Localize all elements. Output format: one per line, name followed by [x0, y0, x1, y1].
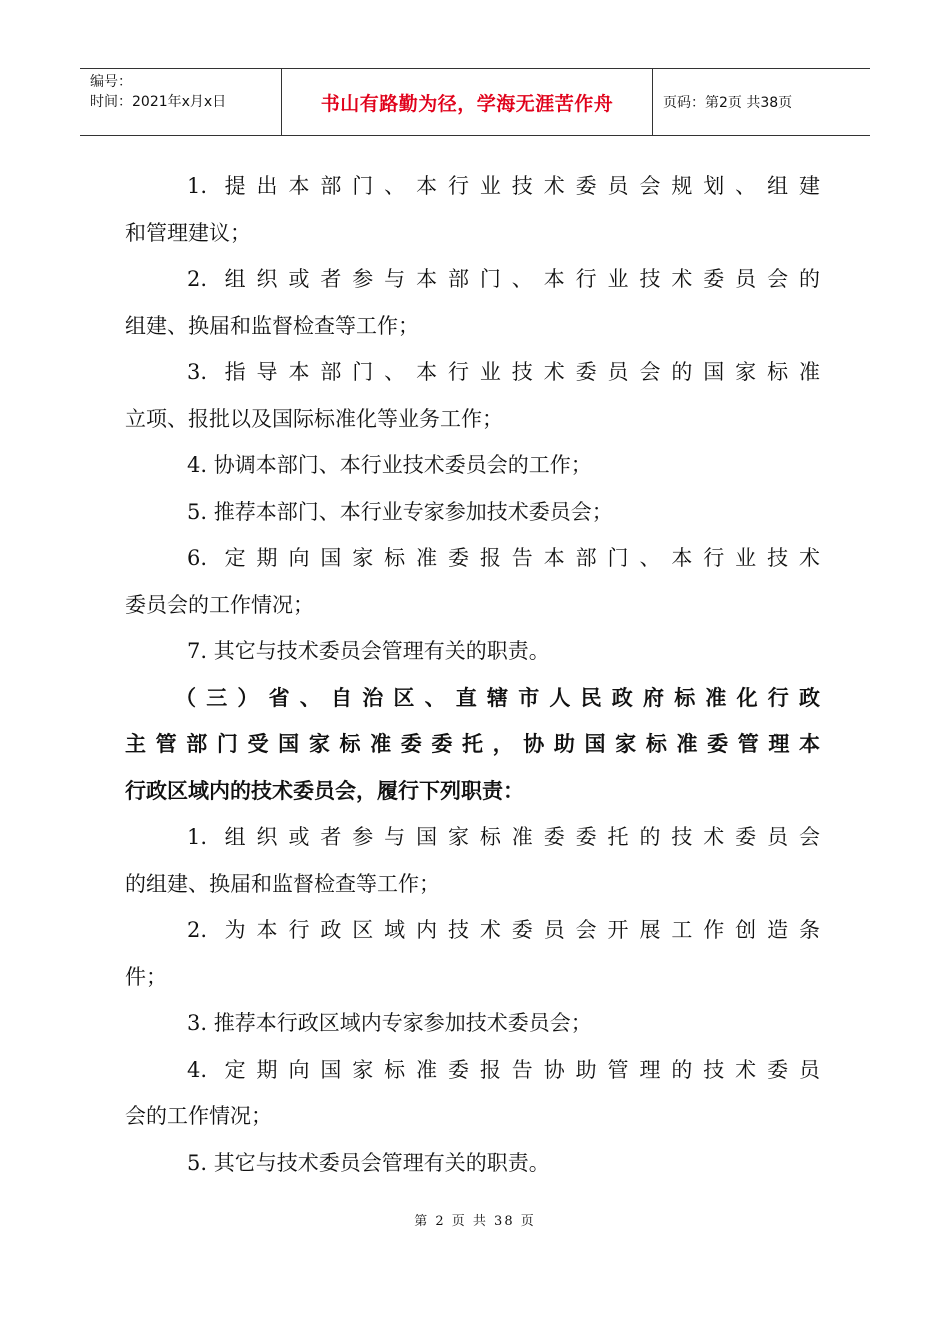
paragraph: [125, 349, 820, 442]
paragraph: [125, 535, 820, 628]
paragraph: [125, 1000, 820, 1047]
text-line: 立项、报批以及国际标准化等业务工作；: [125, 406, 503, 431]
heading-line: （三）省、自治区、直辖市人民政府标准化行政: [175, 685, 820, 710]
section-heading: [125, 675, 820, 815]
paragraph: [125, 628, 820, 675]
paragraph: [125, 814, 820, 907]
paragraph: [125, 163, 820, 256]
paragraph: [125, 907, 820, 1000]
document-time-label: 时间：2021年x月x日: [90, 94, 227, 110]
text-line: 件；: [125, 964, 167, 989]
text-line: 5. 推荐本部门、本行业专家参加技术委员会；: [187, 499, 613, 524]
paragraph: [125, 256, 820, 349]
page-footer: 第 2 页 共 38 页: [414, 1214, 536, 1229]
document-body: [125, 163, 820, 1186]
heading-line: 主管部门受国家标准委委托，协助国家标准委管理本: [125, 732, 820, 756]
text-line: 4. 定期向国家标准委报告协助管理的技术委员: [187, 1057, 820, 1082]
text-line: 4. 协调本部门、本行业技术委员会的工作；: [187, 453, 592, 477]
text-line: 会的工作情况；: [125, 1104, 272, 1128]
text-line: 3. 指导本部门、本行业技术委员会的国家标准: [187, 360, 820, 384]
text-line: 5. 其它与技术委员会管理有关的职责。: [187, 1150, 550, 1175]
paragraph: [125, 1047, 820, 1140]
header-motto: 书山有路勤为径，学海无涯苦作舟: [282, 69, 653, 135]
paragraph: [125, 489, 820, 536]
text-line: 的组建、换届和监督检查等工作；: [125, 871, 440, 896]
paragraph: [125, 1140, 820, 1187]
text-line: 和管理建议；: [125, 220, 251, 245]
text-line: 委员会的工作情况；: [125, 592, 314, 617]
text-line: 2. 为本行政区域内技术委员会开展工作创造条: [187, 918, 820, 942]
header-meta: [80, 69, 282, 135]
paragraph: [125, 442, 820, 489]
text-line: 1. 提出本部门、本行业技术委员会规划、组建: [187, 174, 820, 198]
text-line: 7. 其它与技术委员会管理有关的职责。: [187, 639, 550, 663]
text-line: 2. 组织或者参与本部门、本行业技术委员会的: [187, 267, 820, 291]
text-line: 组建、换届和监督检查等工作；: [125, 313, 419, 338]
page-header: [80, 68, 870, 136]
text-line: 3. 推荐本行政区域内专家参加技术委员会；: [187, 1011, 592, 1035]
text-line: 1. 组织或者参与国家标准委委托的技术委员会: [187, 825, 820, 849]
text-line: 6. 定期向国家标准委报告本部门、本行业技术: [187, 546, 820, 570]
document-number-label: 编号：: [90, 74, 132, 90]
header-page-code: 页码：第2页 共38页: [663, 95, 793, 111]
heading-line: 行政区域内的技术委员会，履行下列职责：: [125, 778, 524, 803]
